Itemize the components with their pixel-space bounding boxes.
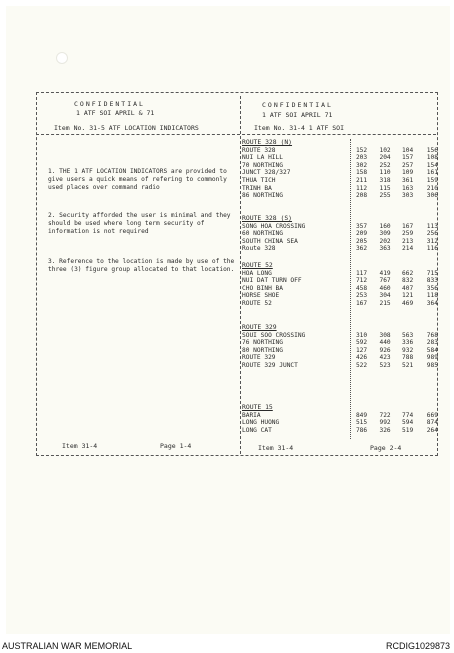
table-row: 70 NORTHING 302 252 257 154 — [242, 161, 438, 169]
right-confidential: CONFIDENTIAL — [262, 101, 333, 109]
paragraph-2: 2. Security afforded the user is minimal and they should be used where long term security of information is not required — [48, 212, 231, 235]
route-title: ROUTE 329 — [242, 323, 277, 331]
header-divider — [36, 134, 436, 135]
left-soi-title: 1 ATF SOI APRIL & 71 — [76, 109, 155, 117]
route-title: ROUTE 15 — [242, 403, 273, 411]
table-row: 60 NORTHING 209 309 259 256 — [242, 230, 438, 238]
table-row: LONG CAT 786 326 519 264 — [242, 426, 438, 434]
table-row: SOUI SOO CROSSING 310 308 563 768 — [242, 331, 438, 339]
route-group — [242, 139, 438, 215]
left-footer-item: Item 31-4 — [62, 442, 98, 450]
route-title: ROUTE 328 (N) — [242, 138, 293, 146]
left-footer-page: Page 1-4 — [160, 442, 192, 450]
route-group — [242, 262, 438, 324]
table-row: SOUTH CHINA SEA 205 202 213 312 — [242, 237, 438, 245]
route-title: ROUTE 52 — [242, 261, 273, 269]
table-row: LONG HUONG 515 992 594 874 — [242, 419, 438, 427]
table-row: THUA TICH 211 318 361 159 — [242, 176, 438, 184]
table-row: CHO BINH BA 458 460 407 356 — [242, 284, 438, 292]
archive-caption-bar — [0, 638, 454, 653]
table-row: ROUTE 328 152 102 104 156 — [242, 146, 438, 154]
route-title: ROUTE 328 (S) — [242, 214, 293, 222]
table-row: NUI LA HILL 203 204 157 108 — [242, 154, 438, 162]
right-footer-item: Item 31-4 — [258, 444, 294, 452]
table-row: ROUTE 329 426 423 788 989 — [242, 354, 438, 362]
paragraph-3: 3. Reference to the location is made by use of the three (3) figure group allocated to that location. — [48, 258, 235, 273]
route-group — [242, 324, 438, 404]
route-group — [242, 404, 438, 434]
punch-hole — [56, 52, 68, 64]
route-group — [242, 215, 438, 262]
right-item-title: Item No. 31-4 1 ATF SOI — [254, 124, 345, 132]
right-soi-title: 1 ATF SOI APRIL 71 — [262, 111, 333, 119]
left-confidential: CONFIDENTIAL — [74, 100, 145, 108]
table-row: JUNCT 328/327 158 110 109 161 — [242, 169, 438, 177]
right-footer-page: Page 2-4 — [370, 444, 402, 452]
table-row: TRINH BA 112 115 163 210 — [242, 184, 438, 192]
table-row: SONG HOA CROSSING 357 160 167 113 — [242, 222, 438, 230]
table-row: 80 NORTHING 127 926 932 584 — [242, 346, 438, 354]
table-row: 86 NORTHING 208 255 303 306 — [242, 192, 438, 200]
table-row: NUI DAT TURN OFF 712 767 832 833 — [242, 277, 438, 285]
table-row: ROUTE 52 167 215 469 364 — [242, 299, 438, 307]
table-row: HOA LONG 117 419 662 715 — [242, 269, 438, 277]
table-row: 76 NORTHING 592 440 336 283 — [242, 339, 438, 347]
archive-name: AUSTRALIAN WAR MEMORIAL — [2, 641, 133, 651]
table-row: ROUTE 329 JUNCT 522 523 521 985 — [242, 361, 438, 369]
route-table — [242, 139, 438, 434]
archive-id: RCDIG1029873 — [385, 641, 450, 651]
left-item-title: Item No. 31-5 ATF LOCATION INDICATORS — [54, 124, 199, 132]
table-row: BARIA 849 722 774 669 — [242, 411, 438, 419]
table-row: HORSE SHOE 253 304 121 118 — [242, 292, 438, 300]
paragraph-1: 1. THE 1 ATF LOCATION INDICATORS are provided to give users a quick means of refering to commonly used places over command radio — [48, 168, 227, 191]
column-divider — [240, 96, 241, 454]
table-row: Route 328 362 363 214 116 — [242, 245, 438, 253]
